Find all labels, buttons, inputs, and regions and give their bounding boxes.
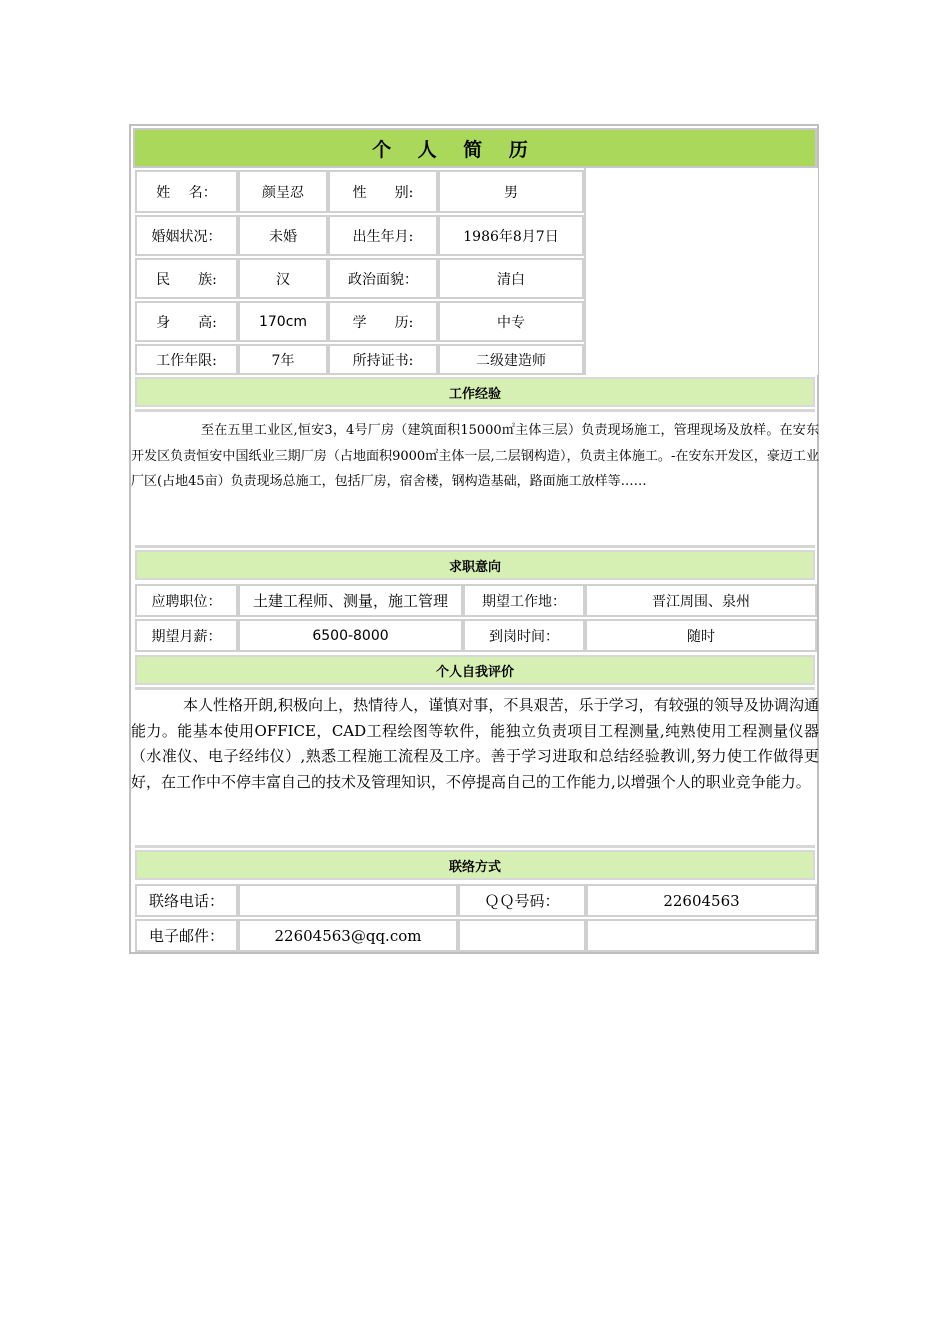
education-value: 中专 (438, 301, 584, 342)
years-value: 7年 (238, 344, 328, 375)
birth-label: 出生年月: (328, 215, 438, 256)
email-value: 22604563@qq.com (238, 919, 458, 952)
height-value: 170cm (238, 301, 328, 342)
intent-heading-bar (135, 550, 815, 580)
phone-label: 联络电话： (135, 884, 238, 917)
qq-label: ＱＱ号码： (458, 884, 586, 917)
political-label: 政治面貌： (328, 258, 438, 299)
experience-text: 至在五里工业区,恒安3，4号厂房（建筑面积15000㎡主体三层）负责现场施工，管理现场及放样。在安东开发区负责恒安中国纸业三期厂房（占地面积9000㎡主体一层,二层钢构造），负责主体施工。-在安东开发区，豪迈工业厂区(占地45亩）负责现场总施工，包括厂房，宿舍楼，钢构造基础，路面施工放样等…… (131, 423, 819, 489)
ethnic-label: 民 族: (135, 258, 238, 299)
name-label: 姓 名： (135, 170, 238, 213)
divider (135, 545, 815, 548)
salary-value: 6500-8000 (238, 619, 463, 652)
salary-label: 期望月薪： (135, 619, 238, 652)
contact-heading-bar (135, 850, 815, 880)
start-value: 随时 (585, 619, 817, 652)
self-eval-heading: 个人自我评价 (435, 664, 514, 680)
place-value: 晋江周围、泉州 (585, 584, 817, 617)
cert-label: 所持证书: (328, 344, 438, 375)
intent-heading: 求职意向 (448, 559, 501, 575)
resume-title-bar (133, 128, 817, 168)
self-eval-heading-bar (135, 655, 815, 685)
resume-table (129, 124, 819, 954)
place-label: 期望工作地： (463, 584, 585, 617)
photo-area (584, 168, 818, 375)
email-label: 电子邮件： (135, 919, 238, 952)
marital-label: 婚姻状况： (135, 215, 238, 256)
gender-value: 男 (438, 170, 584, 213)
name-value: 颜呈忍 (238, 170, 328, 213)
marital-value: 未婚 (238, 215, 328, 256)
ethnic-value: 汉 (238, 258, 328, 299)
divider (135, 409, 815, 412)
phone-value (238, 884, 458, 917)
qq-value: 22604563 (586, 884, 817, 917)
empty-cell (586, 919, 817, 952)
contact-heading: 联络方式 (448, 859, 501, 875)
divider (135, 687, 815, 690)
education-label: 学 历: (328, 301, 438, 342)
empty-cell (458, 919, 586, 952)
resume-title: 个 人 简 历 (372, 138, 538, 161)
gender-label: 性 别: (328, 170, 438, 213)
cert-value: 二级建造师 (438, 344, 584, 375)
position-value: 土建工程师、测量，施工管理 (238, 584, 463, 617)
birth-value: 1986年8月7日 (438, 215, 584, 256)
experience-heading-bar (135, 377, 815, 407)
self-eval-text: 本人性格开朗,积极向上，热情待人，谨慎对事，不具艰苦，乐于学习，有较强的领导及协调沟通能力。能基本使用OFFICE，CAD工程绘图等软件，能独立负责项目工程测量,纯熟使用工程测量仪器（水准仪、电子经纬仪）,熟悉工程施工流程及工序。善于学习进取和总结经验教训,努力使工作做得更好，在工作中不停丰富自己的技术及管理知识，不停提高自己的工作能力,以增强个人的职业竞争能力。 (131, 696, 819, 791)
divider (135, 845, 815, 848)
years-label: 工作年限: (135, 344, 238, 375)
start-label: 到岗时间： (463, 619, 585, 652)
height-label: 身 高: (135, 301, 238, 342)
political-value: 清白 (438, 258, 584, 299)
experience-heading: 工作经验 (448, 386, 501, 402)
position-label: 应聘职位： (135, 584, 238, 617)
